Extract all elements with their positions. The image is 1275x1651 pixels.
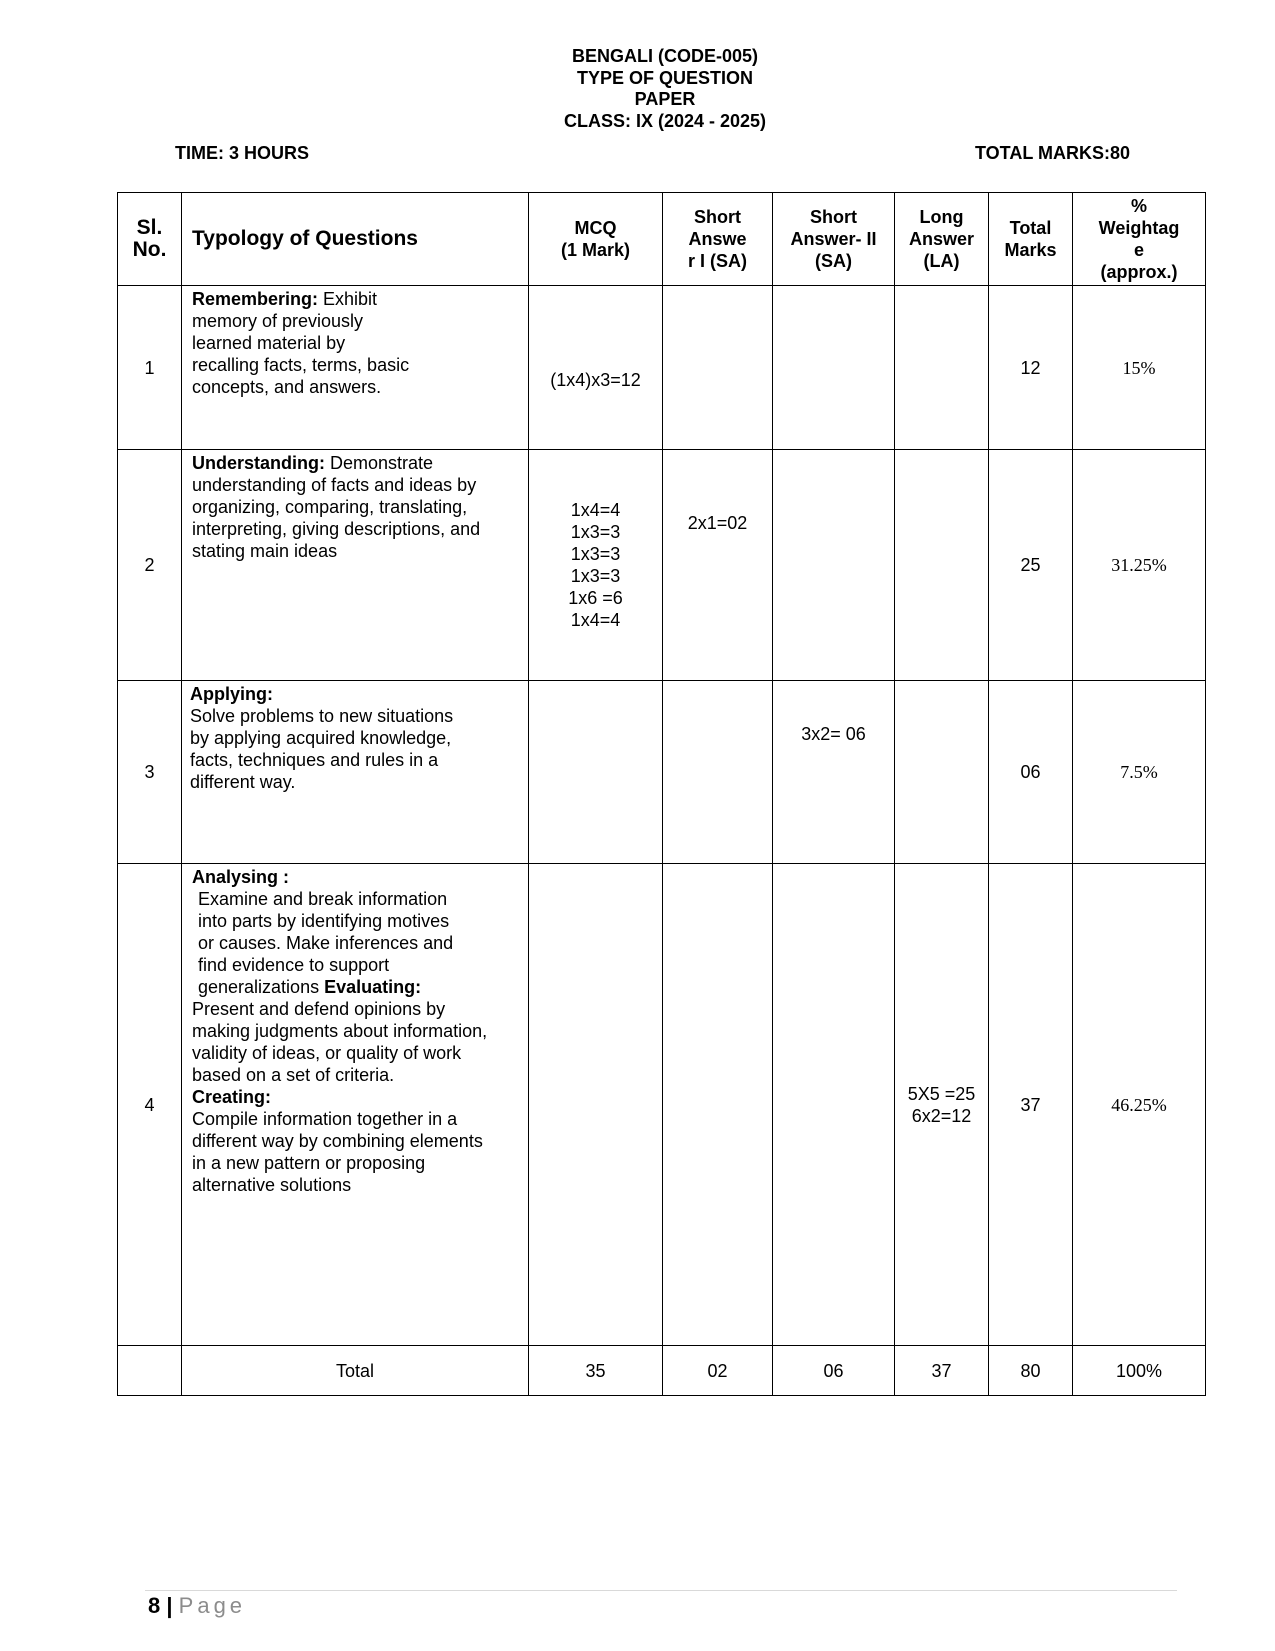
header-short-answer-1 <box>663 193 773 286</box>
row-la <box>895 286 989 450</box>
row-la <box>895 681 989 864</box>
row-total: 25 <box>989 450 1073 681</box>
row-description <box>182 864 529 1346</box>
row-sa1 <box>663 681 773 864</box>
row-mcq <box>529 450 663 681</box>
header-sa1-line2: Answe <box>688 229 747 249</box>
table-row <box>118 864 1206 1346</box>
desc-line: in a new pattern or proposing <box>192 1153 426 1173</box>
total-row-sl <box>118 1346 182 1396</box>
desc-bold-term: Applying: <box>190 684 273 704</box>
header-la-line3: (LA) <box>923 251 960 271</box>
table-row <box>118 681 1206 864</box>
total-row-sa2: 06 <box>773 1346 895 1396</box>
row-weightage: 31.25% <box>1073 450 1206 681</box>
header-weight-line4: (approx.) <box>1100 262 1178 282</box>
header-sa1-line1: Short <box>694 207 741 227</box>
sa1-value: 2x1=02 <box>687 513 748 533</box>
desc-bold-term: Understanding: <box>192 453 325 473</box>
desc-text: generalizations <box>198 977 325 997</box>
mcq-value: 1x4=4 <box>570 610 621 630</box>
row-weightage: 15% <box>1073 286 1206 450</box>
row-sl-no: 4 <box>118 864 182 1346</box>
header-sa2-line3: (SA) <box>815 251 852 271</box>
total-row-weightage: 100% <box>1073 1346 1206 1396</box>
desc-line: recalling facts, terms, basic <box>192 355 410 375</box>
desc-line <box>192 976 520 998</box>
header-total-marks <box>989 193 1073 286</box>
header-short-answer-2 <box>773 193 895 286</box>
desc-bold-term: Analysing : <box>192 867 290 887</box>
desc-bold-term: Creating: <box>192 1087 272 1107</box>
desc-line: based on a set of criteria. <box>192 1065 395 1085</box>
header-weight-line2: Weightag <box>1098 218 1180 238</box>
desc-line: into parts by identifying motives <box>198 911 450 931</box>
title-subject: BENGALI (CODE-005) <box>571 46 759 66</box>
desc-line <box>192 452 520 474</box>
row-sl-no: 3 <box>118 681 182 864</box>
mcq-value: 1x3=3 <box>570 544 621 564</box>
header-total-line2: Marks <box>1004 240 1057 260</box>
desc-line: understanding of facts and ideas by <box>192 475 477 495</box>
page-separator: | <box>166 1593 173 1618</box>
header-total-line1: Total <box>1009 218 1052 238</box>
desc-line <box>192 866 520 888</box>
desc-text: Demonstrate <box>325 453 434 473</box>
row-total: 06 <box>989 681 1073 864</box>
footer-divider <box>145 1590 1177 1591</box>
row-sa1 <box>663 864 773 1346</box>
desc-line: Solve problems to new situations <box>190 706 454 726</box>
desc-line: find evidence to support <box>198 955 390 975</box>
desc-line: alternative solutions <box>192 1175 352 1195</box>
desc-bold-term: Remembering: <box>192 289 319 309</box>
desc-line: different way. <box>190 772 296 792</box>
header-sl-no <box>118 193 182 286</box>
desc-line: memory of previously <box>192 311 364 331</box>
desc-line: Present and defend opinions by <box>192 999 446 1019</box>
row-weightage: 7.5% <box>1073 681 1206 864</box>
page-label: Page <box>178 1593 247 1618</box>
header-weightage <box>1073 193 1206 286</box>
page-number: 8 <box>148 1593 161 1618</box>
row-weightage: 46.25% <box>1073 864 1206 1346</box>
desc-line: Compile information together in a <box>192 1109 458 1129</box>
header-weight-line1: % <box>1130 196 1147 216</box>
total-row-label: Total <box>182 1346 529 1396</box>
header-sl-line2: No. <box>132 238 167 261</box>
row-mcq <box>529 864 663 1346</box>
desc-line: learned material by <box>192 333 346 353</box>
header-typology: Typology of Questions <box>182 193 529 286</box>
row-description <box>182 286 529 450</box>
header-mcq-line2: (1 Mark) <box>560 240 631 260</box>
desc-line: validity of ideas, or quality of work <box>192 1043 462 1063</box>
exam-total-marks: TOTAL MARKS:80 <box>975 143 1131 163</box>
desc-bold-term: Evaluating: <box>324 977 422 997</box>
row-total: 37 <box>989 864 1073 1346</box>
total-row-mcq: 35 <box>529 1346 663 1396</box>
header-sl-line1: Sl. <box>136 216 163 239</box>
mcq-value: 1x4=4 <box>570 500 621 520</box>
row-sa1 <box>663 286 773 450</box>
title-type: TYPE OF QUESTION <box>576 67 754 88</box>
row-sa2 <box>773 681 895 864</box>
blueprint-table <box>117 192 1206 1396</box>
mcq-value: 1x3=3 <box>570 566 621 586</box>
table-header-row <box>118 193 1206 286</box>
row-sa2 <box>773 450 895 681</box>
table-row <box>118 450 1206 681</box>
page-footer <box>148 1593 246 1619</box>
row-la <box>895 864 989 1346</box>
mcq-value: 1x3=3 <box>570 522 621 542</box>
desc-line <box>192 288 520 310</box>
desc-line <box>190 683 520 705</box>
row-sa2 <box>773 286 895 450</box>
desc-line: interpreting, giving descriptions, and <box>192 519 481 539</box>
header-sa2-line2: Answer- II <box>790 229 877 249</box>
row-la <box>895 450 989 681</box>
table-total-row <box>118 1346 1206 1396</box>
row-description <box>182 450 529 681</box>
header-long-answer <box>895 193 989 286</box>
header-weight-line3: e <box>1133 240 1144 260</box>
document-title-block <box>0 46 1275 132</box>
row-sa1 <box>663 450 773 681</box>
desc-line: by applying acquired knowledge, <box>190 728 452 748</box>
row-description <box>182 681 529 864</box>
mcq-value: 1x6 =6 <box>568 588 623 608</box>
desc-line: organizing, comparing, translating, <box>192 497 468 517</box>
desc-line: making judgments about information, <box>192 1021 488 1041</box>
desc-line: stating main ideas <box>192 541 338 561</box>
total-row-la: 37 <box>895 1346 989 1396</box>
header-sa2-line1: Short <box>810 207 857 227</box>
desc-line: or causes. Make inferences and <box>198 933 454 953</box>
la-value: 6x2=12 <box>911 1105 972 1126</box>
header-mcq <box>529 193 663 286</box>
desc-text: Exhibit <box>318 289 378 309</box>
header-la-line2: Answer <box>908 229 975 249</box>
row-mcq <box>529 286 663 450</box>
header-la-line1: Long <box>919 207 964 227</box>
header-mcq-line1: MCQ <box>574 218 617 238</box>
total-row-total: 80 <box>989 1346 1073 1396</box>
total-row-sa1: 02 <box>663 1346 773 1396</box>
desc-line <box>192 1086 520 1108</box>
row-sl-no: 1 <box>118 286 182 450</box>
row-mcq <box>529 681 663 864</box>
title-class: CLASS: IX (2024 - 2025) <box>563 110 767 131</box>
row-sa2 <box>773 864 895 1346</box>
desc-line: facts, techniques and rules in a <box>190 750 439 770</box>
mcq-value: (1x4)x3=12 <box>550 369 641 390</box>
title-paper: PAPER <box>634 89 696 109</box>
table-row <box>118 286 1206 450</box>
desc-line: Examine and break information <box>198 889 448 909</box>
sa2-value: 3x2= 06 <box>801 724 866 744</box>
desc-line: concepts, and answers. <box>192 377 382 397</box>
header-sa1-line3: r I (SA) <box>687 251 747 271</box>
desc-line: different way by combining elements <box>192 1131 483 1151</box>
exam-time: TIME: 3 HOURS <box>175 143 310 163</box>
row-sl-no: 2 <box>118 450 182 681</box>
la-value: 5X5 =25 <box>907 1083 976 1104</box>
row-total: 12 <box>989 286 1073 450</box>
